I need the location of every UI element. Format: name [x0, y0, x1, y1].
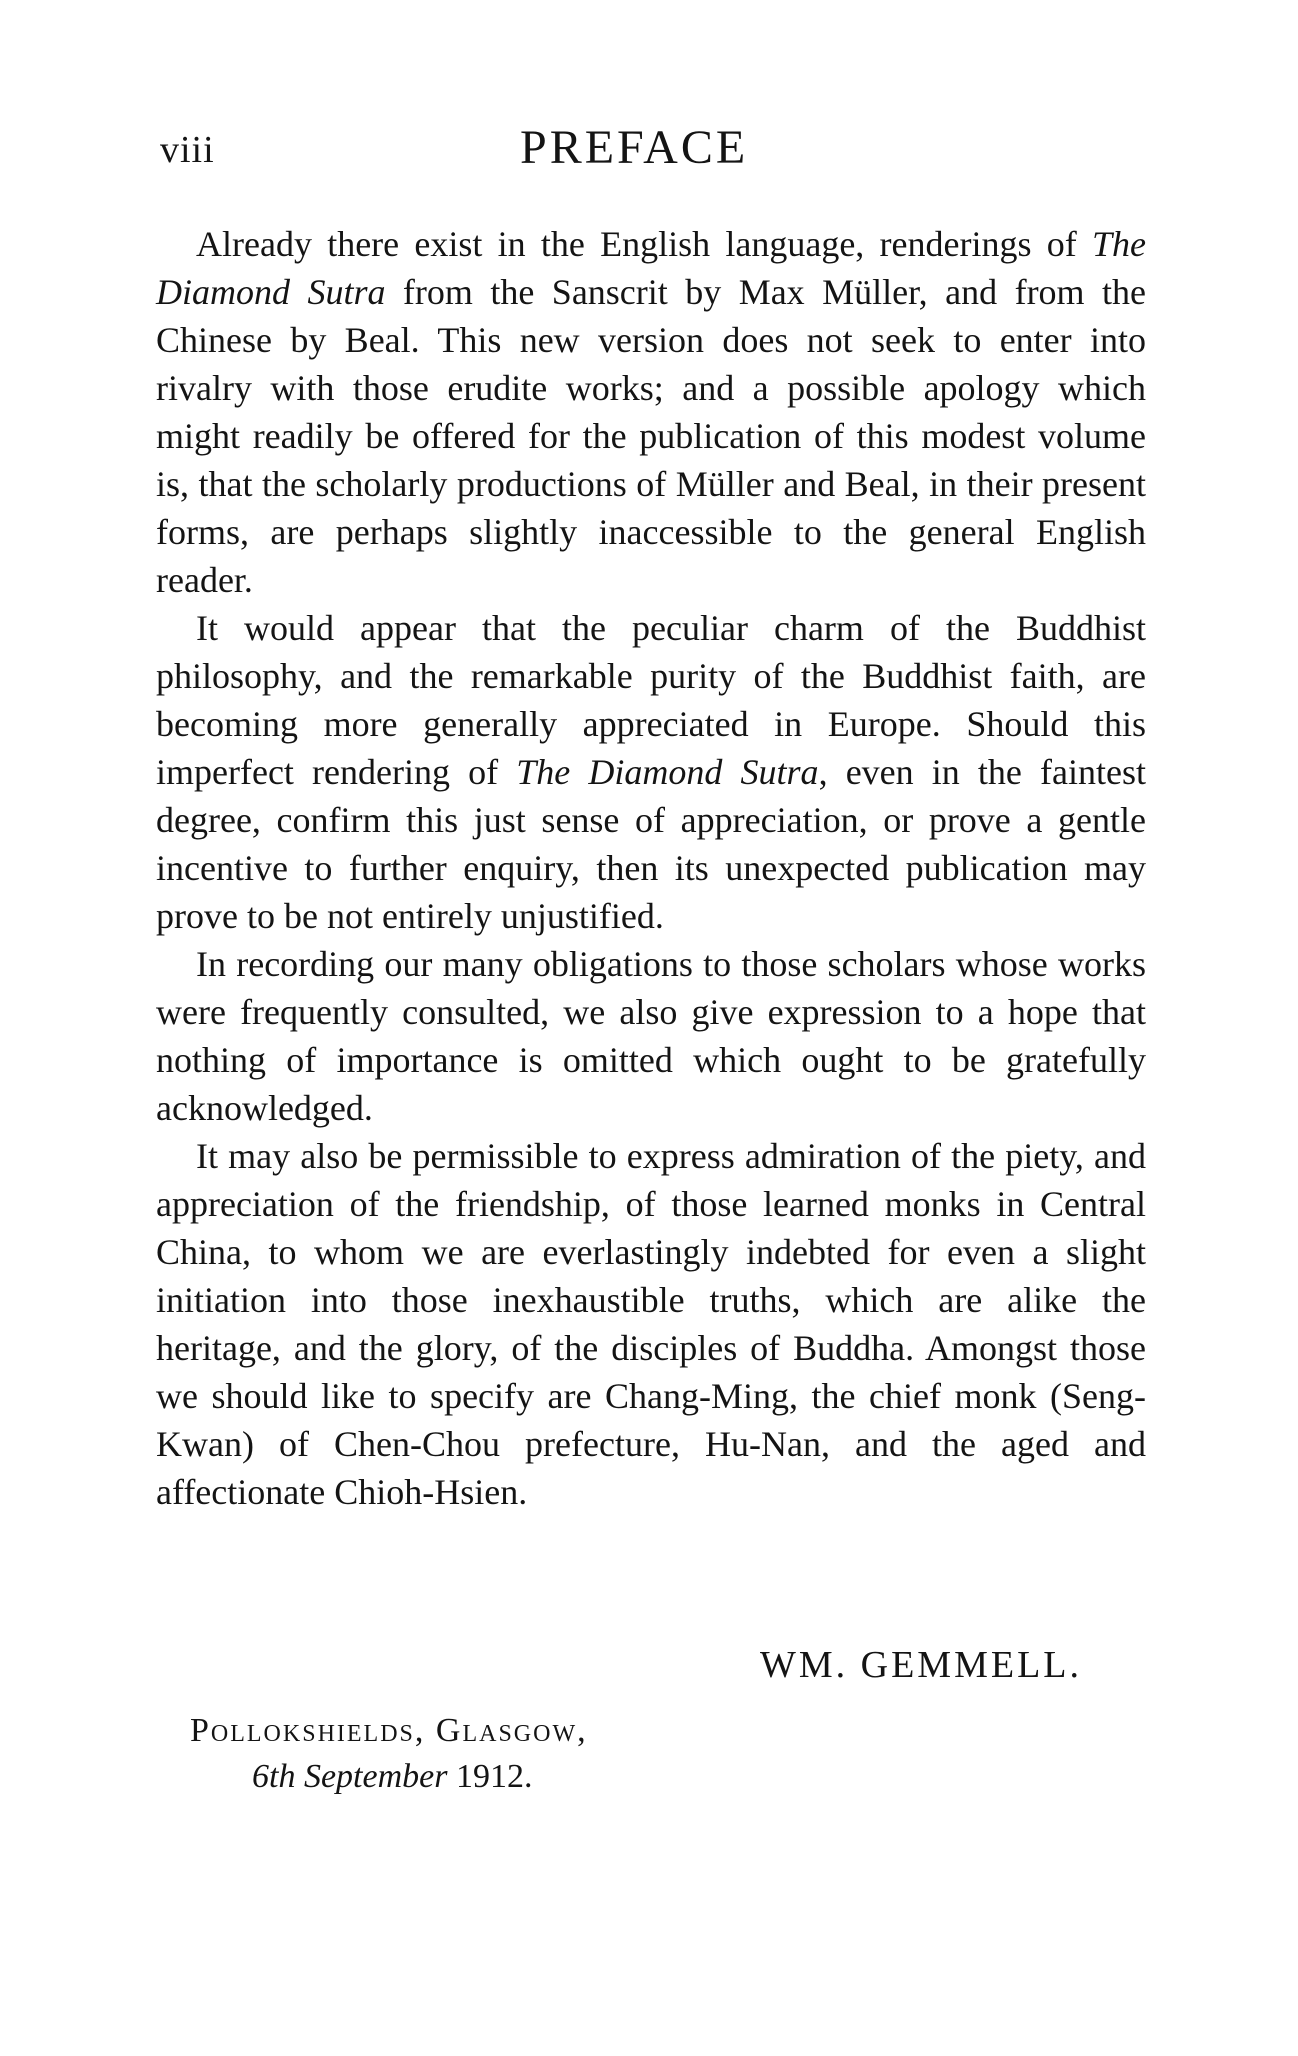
- paragraph-2: It would appear that the peculiar charm of the Buddhist philosophy, and the remarkable purity of the Buddhist faith, are becoming more generally appreciated in Europe. Should this imperfect rendering of The Diamond Sutra, even in the faintest degree, confirm this just sense of appreciation, or prove a gentle incentive to further enquiry, then its unexpected publication may prove to be not entirely unjustified.: [156, 608, 1147, 936]
- place-line: Pollokshields, Glasgow,: [190, 1712, 588, 1749]
- author-signature: WM. GEMMELL.: [760, 1644, 1083, 1686]
- paragraph-4: It may also be permissible to express admiration of the piety, and appreciation of the friendship, of those learned monks in Central China, to whom we are everlastingly indebted for even a slight initiation into those inexhaustible truths, which are alike the heritage, and the glory, of the disciples of Buddha. Amongst those we should like to specify are Chang-Ming, the chief monk (Seng-Kwan) of Chen-Chou prefecture, Hu-Nan, and the aged and affectionate Chioh-Hsien.: [156, 1136, 1146, 1512]
- paragraph-1: Already there exist in the English language, renderings of The Diamond Sutra from the Sanscrit by Max Müller, and from the Chinese by Beal. This new version does not seek to enter into rivalry with those erudite works; and a possible apology which might readily be offered for the publication of this modest volume is, that the scholarly productions of Müller and Beal, in their present forms, are perhaps slightly inaccessible to the general English reader.: [156, 224, 1146, 600]
- date-year: 1912.: [455, 1758, 533, 1795]
- page-header: [160, 120, 1140, 180]
- book-title-italic: The Diamond Sutra: [156, 224, 1146, 312]
- book-title-italic: The Diamond Sutra: [516, 752, 819, 792]
- date-line: [252, 1758, 532, 1796]
- running-head-title: PREFACE: [520, 121, 749, 174]
- paragraph-3: In recording our many obligations to those scholars whose works were frequently consulted, we also give expression to a hope that nothing of importance is omitted which ought to be gratefully acknowledged.: [156, 944, 1146, 1128]
- preface-body: [156, 220, 1146, 1516]
- date-day: 6th September: [252, 1758, 448, 1795]
- page-number: viii: [160, 129, 215, 171]
